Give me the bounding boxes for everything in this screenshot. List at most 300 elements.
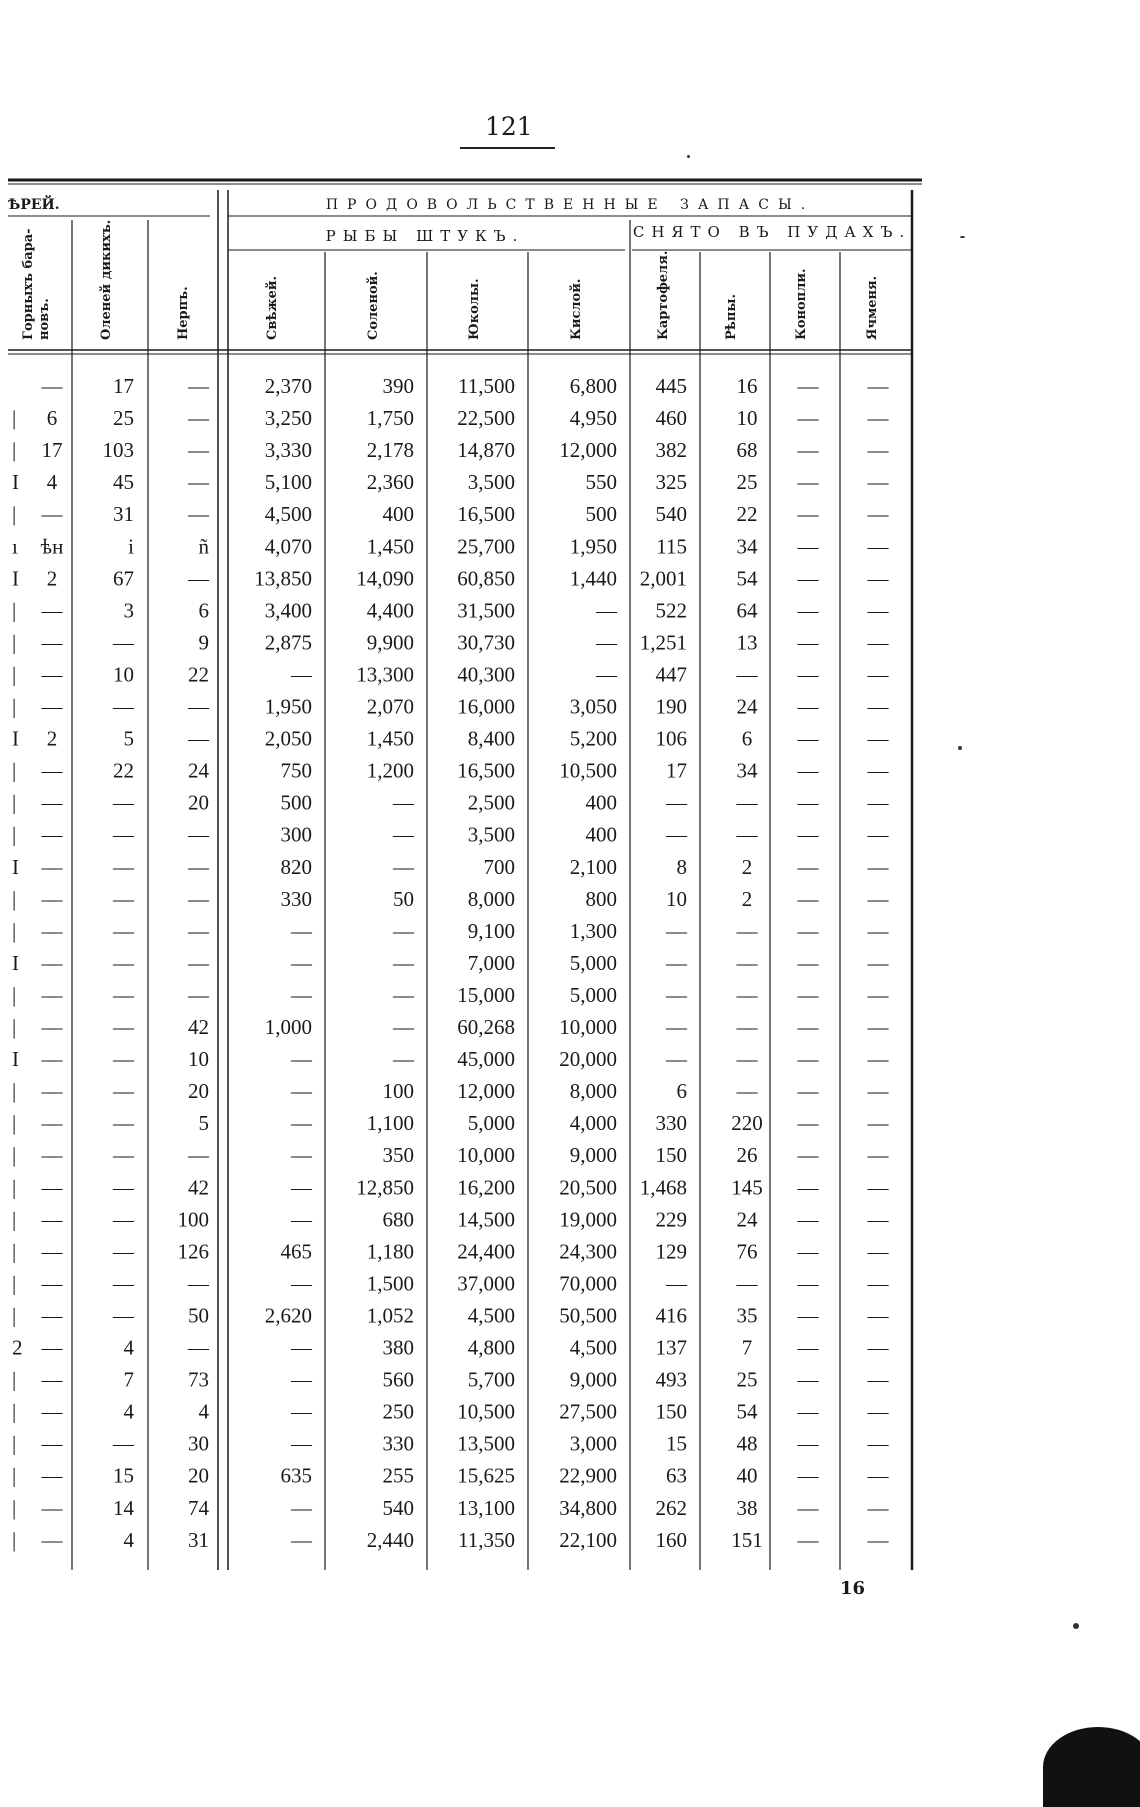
table-cell: 20 bbox=[188, 1079, 209, 1104]
table-cell: — bbox=[393, 918, 414, 943]
table-cell: — bbox=[666, 1271, 687, 1296]
table-cell: — bbox=[41, 1399, 63, 1424]
table-cell: 16 bbox=[736, 374, 758, 398]
table-cell: — bbox=[41, 598, 63, 623]
table-cell: 300 bbox=[280, 822, 312, 847]
table-cell: 2,620 bbox=[264, 1303, 312, 1328]
table-cell: — bbox=[797, 1463, 819, 1488]
table-cell: — bbox=[188, 502, 209, 527]
table-cell: — bbox=[188, 1335, 209, 1360]
table-cell: 6 bbox=[198, 598, 209, 623]
table-cell: 26 bbox=[736, 1143, 758, 1168]
table-cell: 100 bbox=[382, 1079, 414, 1104]
table-cell: 22 bbox=[188, 662, 209, 687]
margin-mark: I bbox=[12, 726, 19, 751]
table-cell: 74 bbox=[188, 1495, 209, 1520]
table-cell: — bbox=[797, 1303, 819, 1328]
table-cell: — bbox=[867, 662, 889, 687]
table-cell: 151 bbox=[731, 1527, 763, 1552]
table-cell: 54 bbox=[736, 566, 758, 591]
table-cell: 5,000 bbox=[569, 950, 617, 975]
table-cell: 4 bbox=[46, 470, 58, 495]
table-cell: 460 bbox=[655, 406, 687, 431]
table-cell: — bbox=[666, 950, 687, 975]
table-cell: 255 bbox=[382, 1463, 414, 1488]
table-cell: 22 bbox=[113, 758, 134, 783]
table-cell: 31 bbox=[113, 502, 134, 527]
table-cell: — bbox=[867, 1047, 889, 1072]
table-cell: 2,440 bbox=[366, 1527, 414, 1552]
table-cell: — bbox=[41, 662, 63, 687]
table-cell: — bbox=[867, 886, 889, 911]
table-cell: 2,001 bbox=[639, 566, 687, 591]
table-cell: 15,000 bbox=[457, 982, 515, 1007]
header-fish-group: РЫБЫ ШТУКЪ. bbox=[325, 227, 525, 245]
margin-mark: | bbox=[12, 1495, 17, 1520]
table-cell: 350 bbox=[382, 1143, 414, 1168]
table-cell: 4,950 bbox=[569, 406, 617, 431]
table-cell: 4,070 bbox=[264, 534, 312, 559]
margin-mark: | bbox=[12, 982, 17, 1007]
table-cell: 5,000 bbox=[467, 1111, 515, 1136]
table-cell: — bbox=[596, 630, 617, 655]
table-cell: — bbox=[393, 1015, 414, 1039]
margin-mark: | bbox=[12, 694, 17, 719]
table-cell: 4 bbox=[123, 1399, 134, 1424]
margin-mark: | bbox=[12, 1399, 17, 1424]
table-cell: 3,050 bbox=[569, 694, 617, 719]
margin-mark: I bbox=[12, 470, 19, 495]
table-cell: 13 bbox=[736, 630, 758, 655]
table-cell: 390 bbox=[382, 374, 414, 398]
table-cell: 24 bbox=[188, 758, 209, 783]
table-cell: — bbox=[291, 1399, 312, 1424]
table-cell: 6 bbox=[46, 406, 58, 431]
table-cell: — bbox=[188, 1271, 209, 1296]
table-cell: 1,000 bbox=[264, 1015, 312, 1039]
table-cell: 45 bbox=[113, 470, 134, 495]
table-cell: 325 bbox=[655, 470, 687, 495]
table-cell: 2,875 bbox=[264, 630, 312, 655]
table-cell: — bbox=[797, 982, 819, 1007]
table-cell: 103 bbox=[102, 438, 134, 463]
scan-artifact bbox=[1043, 1727, 1140, 1807]
table-cell: 16,000 bbox=[457, 694, 515, 719]
table-cell: — bbox=[41, 1207, 63, 1232]
table-cell: — bbox=[666, 1015, 687, 1039]
table-cell: — bbox=[113, 1207, 134, 1232]
table-cell: — bbox=[867, 1527, 889, 1552]
column-label-c8: Картофеля. bbox=[656, 250, 671, 340]
table-cell: 5,700 bbox=[467, 1367, 515, 1392]
table-cell: 15,625 bbox=[457, 1463, 515, 1488]
column-label-c6: Юколы. bbox=[467, 278, 482, 340]
table-cell: 1,300 bbox=[569, 918, 617, 943]
table-cell: 150 bbox=[655, 1143, 687, 1168]
table-cell: — bbox=[41, 374, 63, 398]
margin-mark: | bbox=[12, 1463, 17, 1488]
table-cell: 24,300 bbox=[559, 1239, 617, 1264]
table-cell: — bbox=[797, 854, 819, 879]
table-cell: 3,500 bbox=[467, 470, 515, 495]
table-cell: 3,000 bbox=[569, 1431, 617, 1456]
table-cell: 42 bbox=[188, 1015, 209, 1039]
table-cell: — bbox=[41, 1111, 63, 1136]
table-cell: — bbox=[666, 822, 687, 847]
table-cell: — bbox=[666, 982, 687, 1007]
table-cell: 14,090 bbox=[356, 566, 414, 591]
table-cell: — bbox=[797, 630, 819, 655]
margin-mark: | bbox=[12, 598, 17, 623]
table-cell: 67 bbox=[113, 566, 134, 591]
table-cell: 2 bbox=[46, 726, 58, 751]
table-cell: 250 bbox=[382, 1399, 414, 1424]
table-cell: — bbox=[291, 982, 312, 1007]
table-cell: 493 bbox=[655, 1367, 687, 1392]
table-cell: 150 bbox=[655, 1399, 687, 1424]
table-cell: — bbox=[797, 1047, 819, 1072]
table-cell: 3,500 bbox=[467, 822, 515, 847]
table-cell: — bbox=[393, 854, 414, 879]
table-cell: 6 bbox=[741, 726, 753, 751]
table-cell: — bbox=[41, 1431, 63, 1456]
table-cell: — bbox=[188, 1143, 209, 1168]
table-cell: — bbox=[867, 1207, 889, 1232]
table-cell: — bbox=[291, 1047, 312, 1072]
table-cell: 1,950 bbox=[569, 534, 617, 559]
table-cell: 38 bbox=[736, 1495, 758, 1520]
table-cell: 24 bbox=[736, 694, 758, 719]
table-cell: — bbox=[41, 918, 63, 943]
table-cell: — bbox=[867, 1271, 889, 1296]
table-cell: — bbox=[736, 1271, 758, 1296]
table-cell: 4 bbox=[123, 1335, 134, 1360]
table-cell: — bbox=[867, 534, 889, 559]
margin-mark: | bbox=[12, 1111, 17, 1136]
table-cell: 11,500 bbox=[458, 374, 515, 398]
header-left-fragment: ѢРЕЙ. bbox=[8, 197, 60, 213]
table-cell: 14,870 bbox=[457, 438, 515, 463]
column-label-c4: Свѣжей. bbox=[265, 275, 280, 340]
table-cell: 416 bbox=[655, 1303, 687, 1328]
margin-mark: | bbox=[12, 1367, 17, 1392]
table-cell: — bbox=[867, 1463, 889, 1488]
table-cell: — bbox=[797, 1495, 819, 1520]
table-cell: 24,400 bbox=[457, 1239, 515, 1264]
column-label-c1: Горныхъ бара- bbox=[21, 228, 36, 340]
table-cell: 37,000 bbox=[457, 1271, 515, 1296]
table-cell: 2,070 bbox=[366, 694, 414, 719]
table-cell: — bbox=[113, 1079, 134, 1104]
table-cell: 522 bbox=[655, 598, 687, 623]
table-cell: — bbox=[393, 950, 414, 975]
table-cell: 20 bbox=[188, 790, 209, 815]
table-cell: 4,500 bbox=[264, 502, 312, 527]
table-cell: 24 bbox=[736, 1207, 758, 1232]
table-cell: — bbox=[797, 1111, 819, 1136]
table-cell: 5,000 bbox=[569, 982, 617, 1007]
table-cell: 27,500 bbox=[559, 1399, 617, 1424]
margin-mark: | bbox=[12, 790, 17, 815]
column-label-c1: новъ. bbox=[37, 298, 52, 340]
margin-mark: 2 bbox=[12, 1335, 23, 1360]
table-cell: — bbox=[797, 726, 819, 751]
table-cell: — bbox=[113, 1143, 134, 1168]
table-cell: 17 bbox=[666, 758, 687, 783]
table-cell: 50 bbox=[393, 886, 414, 911]
table-cell: — bbox=[291, 1271, 312, 1296]
table-cell: — bbox=[867, 598, 889, 623]
table-cell: — bbox=[41, 694, 63, 719]
table-cell: 137 bbox=[655, 1335, 687, 1360]
table-cell: — bbox=[41, 854, 63, 879]
table-cell: 4,000 bbox=[569, 1111, 617, 1136]
table-cell: — bbox=[291, 950, 312, 975]
table-cell: 400 bbox=[585, 822, 617, 847]
table-cell: — bbox=[291, 662, 312, 687]
table-cell: 13,850 bbox=[254, 566, 312, 591]
table-cell: — bbox=[797, 438, 819, 463]
table-cell: 73 bbox=[188, 1367, 209, 1392]
table-cell: 7,000 bbox=[467, 950, 515, 975]
table-cell: 5 bbox=[123, 726, 134, 751]
table-cell: — bbox=[797, 1431, 819, 1456]
table-cell: — bbox=[41, 822, 63, 847]
table-cell: 34 bbox=[736, 758, 758, 783]
table-cell: 10,500 bbox=[559, 758, 617, 783]
table-cell: — bbox=[113, 1015, 134, 1039]
margin-mark: | bbox=[12, 502, 17, 527]
table-cell: 106 bbox=[655, 726, 687, 751]
table-cell: 64 bbox=[736, 598, 758, 623]
table-cell: — bbox=[867, 758, 889, 783]
table-cell: 45,000 bbox=[457, 1047, 515, 1072]
table-cell: 1,100 bbox=[366, 1111, 414, 1136]
margin-mark: ı bbox=[12, 534, 18, 559]
table-cell: 2,360 bbox=[366, 470, 414, 495]
table-cell: — bbox=[797, 886, 819, 911]
table-cell: — bbox=[113, 1303, 134, 1328]
table-cell: — bbox=[188, 438, 209, 463]
table-cell: 550 bbox=[585, 470, 617, 495]
table-cell: 6 bbox=[676, 1079, 687, 1104]
margin-mark: | bbox=[12, 630, 17, 655]
table-cell: 1,450 bbox=[366, 534, 414, 559]
table-cell: 20,500 bbox=[559, 1175, 617, 1200]
column-label-c5: Соленой. bbox=[366, 271, 381, 340]
table-cell: — bbox=[867, 1399, 889, 1424]
table-cell: 16,500 bbox=[457, 502, 515, 527]
table-cell: 330 bbox=[280, 886, 312, 911]
table-cell: 60,850 bbox=[457, 566, 515, 591]
table-cell: 560 bbox=[382, 1367, 414, 1392]
table-cell: 820 bbox=[280, 854, 312, 879]
table-cell: — bbox=[596, 662, 617, 687]
table-cell: 25 bbox=[113, 406, 134, 431]
table-cell: 12,000 bbox=[457, 1079, 515, 1104]
table-cell: 54 bbox=[736, 1399, 758, 1424]
table-cell: 7 bbox=[741, 1335, 753, 1360]
table-cell: 500 bbox=[280, 790, 312, 815]
table-cell: — bbox=[797, 1335, 819, 1360]
table-cell: — bbox=[867, 1335, 889, 1360]
table-cell: 635 bbox=[280, 1463, 312, 1488]
table-cell: 10,500 bbox=[457, 1399, 515, 1424]
table-cell: — bbox=[188, 950, 209, 975]
table-cell: — bbox=[736, 822, 758, 847]
table-cell: — bbox=[291, 1495, 312, 1520]
table-cell: — bbox=[41, 1335, 63, 1360]
table-cell: 22,900 bbox=[559, 1463, 617, 1488]
margin-mark: I bbox=[12, 950, 19, 975]
table-cell: — bbox=[188, 694, 209, 719]
column-label-c7: Кислой. bbox=[569, 278, 584, 340]
table-cell: 10 bbox=[188, 1047, 209, 1072]
table-cell: 229 bbox=[655, 1207, 687, 1232]
table-cell: 7 bbox=[123, 1367, 134, 1392]
table-cell: 9 bbox=[198, 630, 209, 655]
table-cell: — bbox=[797, 790, 819, 815]
table-cell: 1,180 bbox=[366, 1239, 414, 1264]
table-cell: — bbox=[867, 1303, 889, 1328]
margin-mark: | bbox=[12, 662, 17, 687]
margin-mark: | bbox=[12, 758, 17, 783]
table-cell: — bbox=[113, 630, 134, 655]
table-cell: — bbox=[113, 918, 134, 943]
column-label-c3: Нерпъ. bbox=[176, 286, 191, 340]
table-cell: 540 bbox=[655, 502, 687, 527]
table-cell: — bbox=[188, 918, 209, 943]
table-cell: 15 bbox=[113, 1463, 134, 1488]
margin-mark: | bbox=[12, 1431, 17, 1456]
table-cell: — bbox=[41, 1495, 63, 1520]
table-cell: — bbox=[393, 822, 414, 847]
margin-mark: | bbox=[12, 1303, 17, 1328]
table-cell: 380 bbox=[382, 1335, 414, 1360]
table-cell: — bbox=[797, 1143, 819, 1168]
table-cell: — bbox=[867, 438, 889, 463]
table-cell: — bbox=[797, 374, 819, 398]
table-cell: — bbox=[867, 502, 889, 527]
margin-mark: | bbox=[12, 1175, 17, 1200]
table-cell: — bbox=[113, 1047, 134, 1072]
table-cell: 16,200 bbox=[457, 1175, 515, 1200]
table-cell: — bbox=[113, 854, 134, 879]
table-cell: 16,500 bbox=[457, 758, 515, 783]
table-cell: — bbox=[291, 1079, 312, 1104]
table-cell: 400 bbox=[585, 790, 617, 815]
table-cell: — bbox=[291, 1335, 312, 1360]
table-cell: 2 bbox=[741, 886, 753, 911]
table-cell: 40 bbox=[736, 1463, 758, 1488]
table-cell: 100 bbox=[177, 1207, 209, 1232]
table-cell: — bbox=[867, 854, 889, 879]
table-cell: 20,000 bbox=[559, 1047, 617, 1072]
table-cell: 25 bbox=[736, 1367, 758, 1392]
table-cell: — bbox=[113, 886, 134, 911]
table-cell: 1,200 bbox=[366, 758, 414, 783]
table-cell: 5,200 bbox=[569, 726, 617, 751]
column-label-c11: Ячменя. bbox=[865, 275, 880, 340]
table-cell: 8,000 bbox=[467, 886, 515, 911]
table-cell: — bbox=[797, 1367, 819, 1392]
table-cell: — bbox=[113, 1271, 134, 1296]
table-cell: — bbox=[867, 950, 889, 975]
table-cell: 10 bbox=[736, 406, 758, 431]
table-cell: — bbox=[113, 1111, 134, 1136]
table-cell: 2 bbox=[741, 854, 753, 879]
table-cell: — bbox=[41, 1367, 63, 1392]
table-cell: 30,730 bbox=[457, 630, 515, 655]
table-cell: 13,500 bbox=[457, 1431, 515, 1456]
table-cell: 9,900 bbox=[366, 630, 414, 655]
table-cell: 2,500 bbox=[467, 790, 515, 815]
table-cell: — bbox=[736, 1079, 758, 1104]
table-cell: 220 bbox=[731, 1111, 763, 1136]
table-cell: 14,500 bbox=[457, 1207, 515, 1232]
table-cell: — bbox=[867, 726, 889, 751]
table-cell: — bbox=[797, 1207, 819, 1232]
table-cell: 40,300 bbox=[457, 662, 515, 687]
table-cell: 126 bbox=[177, 1239, 209, 1264]
table-cell: — bbox=[393, 982, 414, 1007]
table-cell: — bbox=[797, 502, 819, 527]
table-cell: — bbox=[797, 918, 819, 943]
table-cell: 1,500 bbox=[366, 1271, 414, 1296]
table-cell: 3 bbox=[123, 598, 134, 623]
table-cell: — bbox=[41, 1303, 63, 1328]
table-cell: 8,000 bbox=[569, 1079, 617, 1104]
table-cell: — bbox=[736, 790, 758, 815]
table-cell: — bbox=[291, 1367, 312, 1392]
table-cell: — bbox=[188, 726, 209, 751]
table-cell: — bbox=[867, 1015, 889, 1039]
table-cell: 12,000 bbox=[559, 438, 617, 463]
table-cell: 8 bbox=[676, 854, 687, 879]
table-cell: 1,468 bbox=[639, 1175, 687, 1200]
table-cell: — bbox=[797, 598, 819, 623]
table-cell: 9,100 bbox=[467, 918, 515, 943]
table-cell: 447 bbox=[655, 662, 687, 687]
table-cell: — bbox=[867, 1495, 889, 1520]
table-cell: — bbox=[41, 1239, 63, 1264]
table-cell: — bbox=[291, 1527, 312, 1552]
table-cell: 60,268 bbox=[457, 1015, 515, 1039]
table-cell: 1,950 bbox=[264, 694, 312, 719]
margin-mark: | bbox=[12, 1079, 17, 1104]
table-cell: 12,850 bbox=[356, 1175, 414, 1200]
table-cell: — bbox=[736, 662, 758, 687]
table-cell: — bbox=[867, 982, 889, 1007]
table-cell: — bbox=[797, 1271, 819, 1296]
table-cell: — bbox=[188, 822, 209, 847]
table-cell: — bbox=[797, 1399, 819, 1424]
table-cell: — bbox=[867, 1111, 889, 1136]
table-cell: 2,178 bbox=[366, 438, 414, 463]
table-cell: 19,000 bbox=[559, 1207, 617, 1232]
table-cell: 50,500 bbox=[559, 1303, 617, 1328]
table-cell: 14 bbox=[113, 1495, 134, 1520]
table-cell: 13,300 bbox=[356, 662, 414, 687]
table-cell: 4,500 bbox=[467, 1303, 515, 1328]
table-cell: — bbox=[41, 1015, 63, 1039]
table-cell: — bbox=[797, 1175, 819, 1200]
table-cell: — bbox=[41, 1527, 63, 1552]
column-label-c10: Конопли. bbox=[794, 268, 809, 340]
table-cell: — bbox=[867, 566, 889, 591]
table-cell: 31 bbox=[188, 1527, 209, 1552]
table-cell: — bbox=[867, 822, 889, 847]
